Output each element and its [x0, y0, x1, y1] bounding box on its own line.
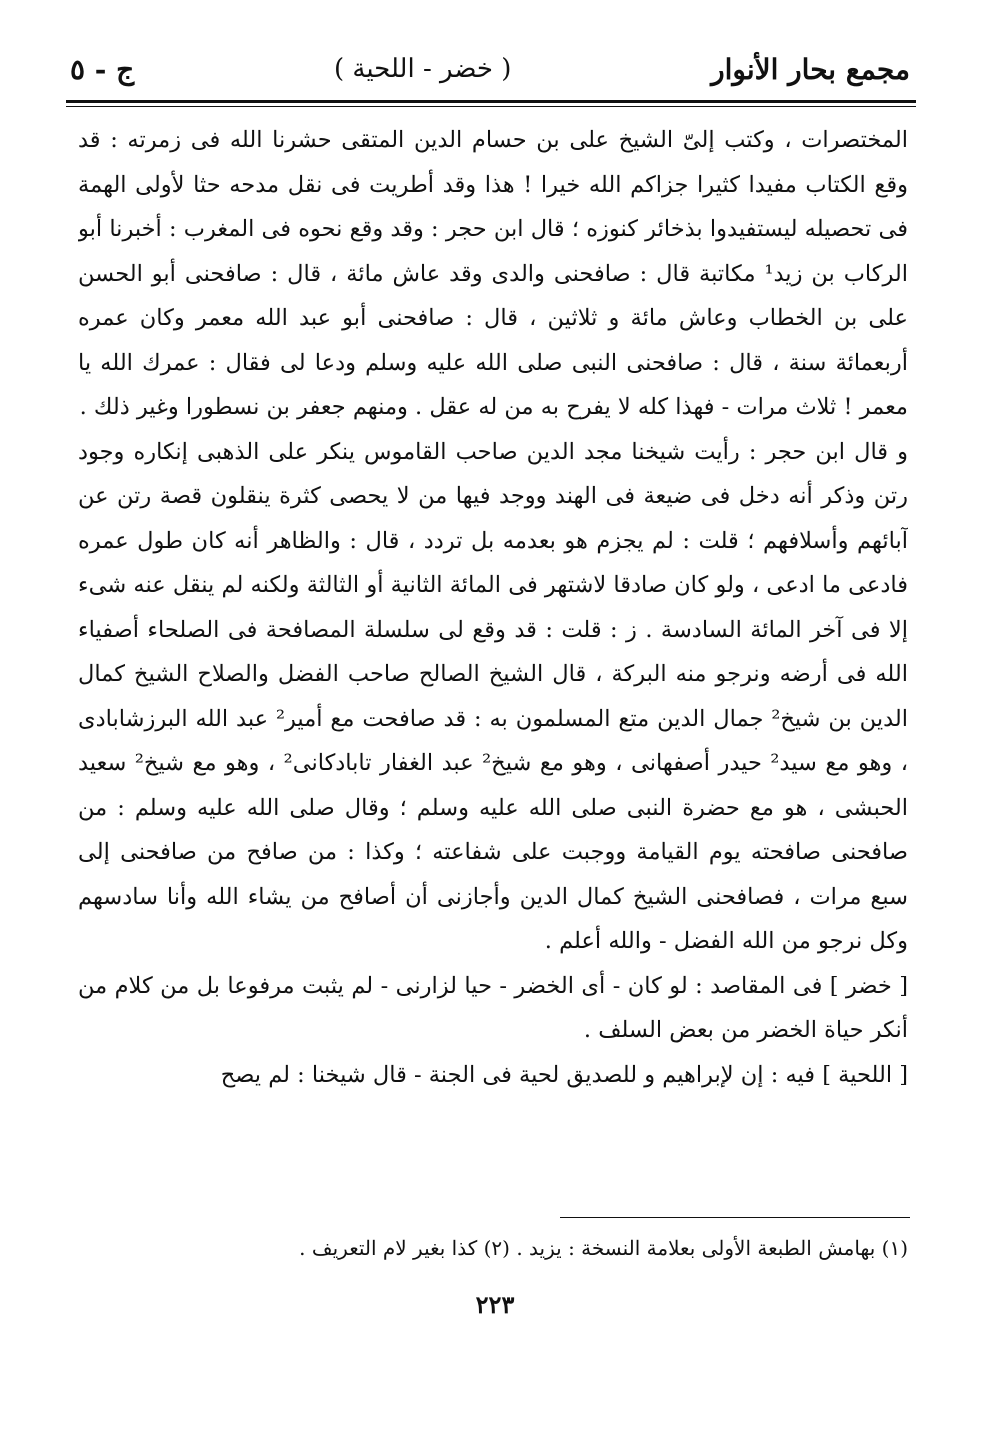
header-rule-thin: [66, 106, 916, 107]
entry-khidr: [ خضر ] فى المقاصد : لو كان - أى الخضر - حيا لزارنى - لم يثبت مرفوعا بل من كلام من أنكر حياة الخضر من بعض السلف .: [78, 972, 908, 1043]
footnote-rule: [560, 1217, 910, 1218]
running-head: [70, 44, 910, 94]
page-number: ٢٢٣: [475, 1290, 515, 1319]
volume-number: ج - ٥: [70, 52, 135, 86]
entry-lihya: [ اللحية ] فيه : إن لإبراهيم و للصديق لحية فى الجنة - قال شيخنا : لم يصح: [220, 1061, 908, 1088]
header-rule-thick: [66, 100, 916, 103]
paragraph-1: المختصرات ، وكتب إلىّ الشيخ على بن حسام الدين المتقى حشرنا الله فى زمرته : قد وقع الكتاب مفيدا كثيرا جزاكم الله خيرا ! هذا وقد أطريت فى نقل مدحه حثا لأولى الهمة فى تحصيله ليستفيدوا بذخائر كنوزه ؛ قال ابن حجر : وقد وقع نحوه فى المغرب : أخبرنا أبو الركاب بن زيد¹ مكاتبة قال : صافحنى والدى وقد عاش مائة ، قال : صافحنى أبو الحسن على بن الخطاب وعاش مائة و ثلاثين ، قال : صافحنى أبو عبد الله معمر وكان عمره أربعمائة سنة ، قال : صافحنى النبى صلى الله عليه وسلم ودعا لى فقال : عمرك الله يا معمر ! ثلاث مرات - فهذا كله لا يفرح به من له عقل . ومنهم جعفر بن نسطورا وغير ذلك .: [78, 127, 908, 420]
main-text: [78, 118, 908, 1208]
footnote: (١) بهامش الطبعة الأولى بعلامة النسخة : يزيد . (٢) كذا بغير لام التعريف .: [299, 1236, 908, 1260]
section-title: ( خضر - اللحية ): [333, 54, 512, 84]
book-title: مجمع بحار الأنوار: [711, 52, 910, 86]
paragraph-2: و قال ابن حجر : رأيت شيخنا مجد الدين صاحب القاموس ينكر على الذهبى إنكاره وجود رتن وذكر أنه دخل فى ضيعة فى الهند ووجد فيها من لا يحصى كثرة ينقلون قصة رتن عن آبائهم وأسلافهم ؛ قلت : لم يجزم هو بعدمه بل تردد ، قال : والظاهر أنه كان طول عمره فادعى ما ادعى ، ولو كان صادقا لاشتهر فى المائة الثانية أو الثالثة ولكنه لم ينقل عنه شىء إلا فى آخر المائة السادسة . ز : قلت : قد وقع لى سلسلة المصافحة فى الصلحاء أصفياء الله فى أرضه ونرجو منه البركة ، قال الشيخ الصالح صاحب الفضل والصلاح الشيخ كمال الدين بن شيخ² جمال الدين متع المسلمون به : قد صافحت مع أمير² عبد الله البرزشابادى ، وهو مع سيد² حيدر أصفهانى ، وهو مع شيخ² عبد الغفار تابادكانى² ، وهو مع شيخ² سعيد الحبشى ، هو مع حضرة النبى صلى الله عليه وسلم ؛ وقال صلى الله عليه وسلم : من صافحنى صافحته يوم القيامة ووجبت على شفاعته ؛ وكذا : من صافح من صافحنى إلى سبع مرات ، فصافحنى الشيخ كمال الدين وأجازنى أن أصافح من يشاء الله وأنا سادسهم وكل نرجو من الله الفضل - والله أعلم .: [78, 438, 908, 954]
